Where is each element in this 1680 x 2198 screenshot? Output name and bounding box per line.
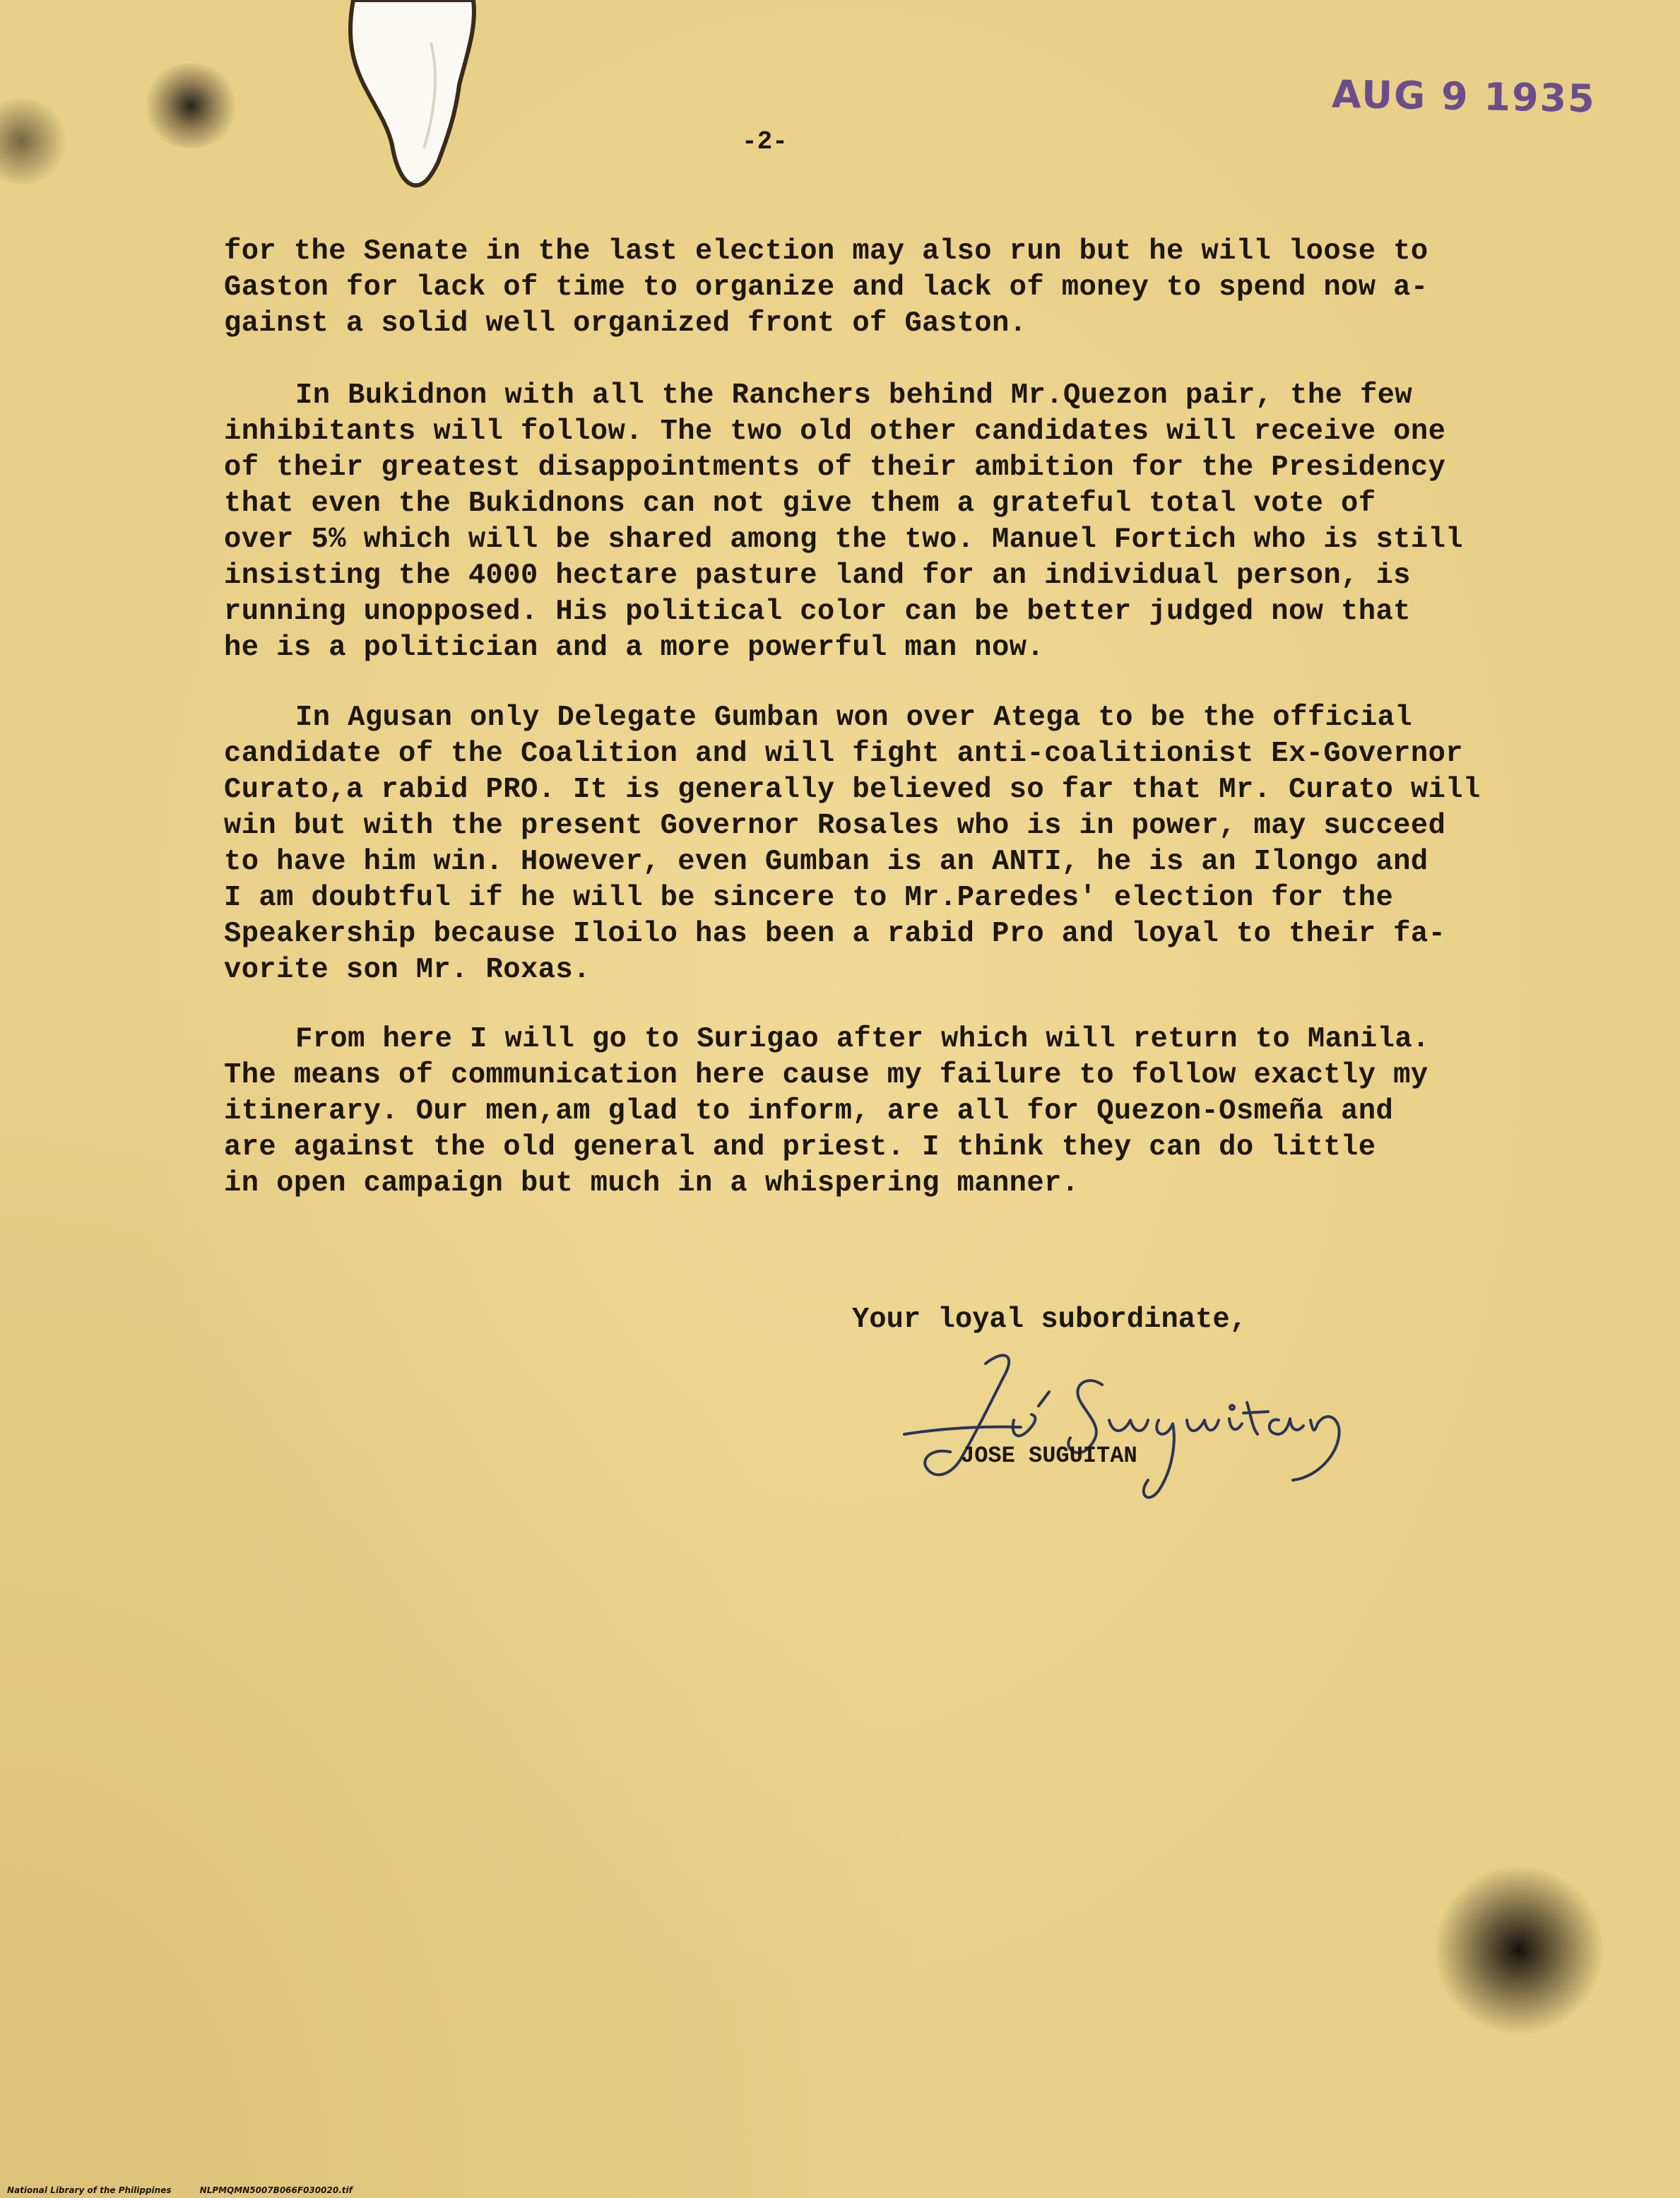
burn-mark	[0, 99, 71, 184]
body-line: vorite son Mr. Roxas.	[224, 954, 591, 986]
body-line: are against the old general and priest. I think they can do little	[224, 1131, 1376, 1164]
body-line: win but with the present Governor Rosales who is in power, may succeed	[224, 810, 1446, 842]
body-line: insisting the 4000 hectare pasture land for an individual person, is	[224, 560, 1411, 592]
body-line: In Bukidnon with all the Ranchers behind Mr.Quezon pair, the few	[295, 379, 1413, 412]
body-line: Speakership because Iloilo has been a rabid Pro and loyal to their fa-	[224, 918, 1446, 950]
body-line: candidate of the Coalition and will fight anti-coalitionist Ex-Governor	[224, 738, 1463, 770]
body-line: for the Senate in the last election may also run but he will loose to	[224, 235, 1428, 268]
handwritten-signature	[897, 1335, 1371, 1519]
closing: Your loyal subordinate,	[852, 1304, 1247, 1336]
body-line: Gaston for lack of time to organize and lack of money to spend now a-	[224, 271, 1428, 304]
body-line: of their greatest disappointments of their ambition for the Presidency	[224, 451, 1446, 484]
body-line: running unopposed. His political color can be better judged now that	[224, 596, 1411, 628]
body-line: inhibitants will follow. The two old other candidates will receive one	[224, 415, 1446, 448]
body-line: From here I will go to Surigao after which will return to Manila.	[295, 1023, 1430, 1056]
body-line: in open campaign but much in a whispering manner.	[224, 1167, 1079, 1200]
body-line: he is a politician and a more powerful man now.	[224, 632, 1045, 664]
body-line: In Agusan only Delegate Gumban won over Atega to be the official	[295, 702, 1413, 734]
body-line: that even the Bukidnons can not give them a grateful total vote of	[224, 488, 1376, 520]
torn-hole	[325, 0, 502, 191]
body-line: itinerary. Our men,am glad to inform, are all for Quezon-Osmeña and	[224, 1095, 1394, 1128]
body-line: I am doubtful if he will be sincere to Mr.Paredes' election for the	[224, 882, 1394, 914]
body-line: to have him win. However, even Gumban is an ANTI, he is an Ilongo and	[224, 846, 1428, 878]
burn-mark	[141, 64, 240, 148]
page-number: -2-	[742, 127, 788, 156]
burn-mark	[1427, 1865, 1611, 2035]
footer-file-id: NLPMQMN5007B066F030020.tif	[199, 2185, 353, 2195]
typed-signature-name: JOSE SUGUITAN	[961, 1443, 1137, 1469]
date-stamp: AUG 9 1935	[1331, 71, 1597, 122]
body-line: Curato,a rabid PRO. It is generally believed so far that Mr. Curato will	[224, 774, 1481, 806]
footer-institution: National Library of the Philippines	[7, 2185, 172, 2195]
body-line: over 5% which will be shared among the two. Manuel Fortich who is still	[224, 524, 1463, 556]
body-line: gainst a solid well organized front of Gaston.	[224, 307, 1027, 340]
body-line: The means of communication here cause my failure to follow exactly my	[224, 1059, 1428, 1092]
archive-footer	[7, 2185, 353, 2195]
